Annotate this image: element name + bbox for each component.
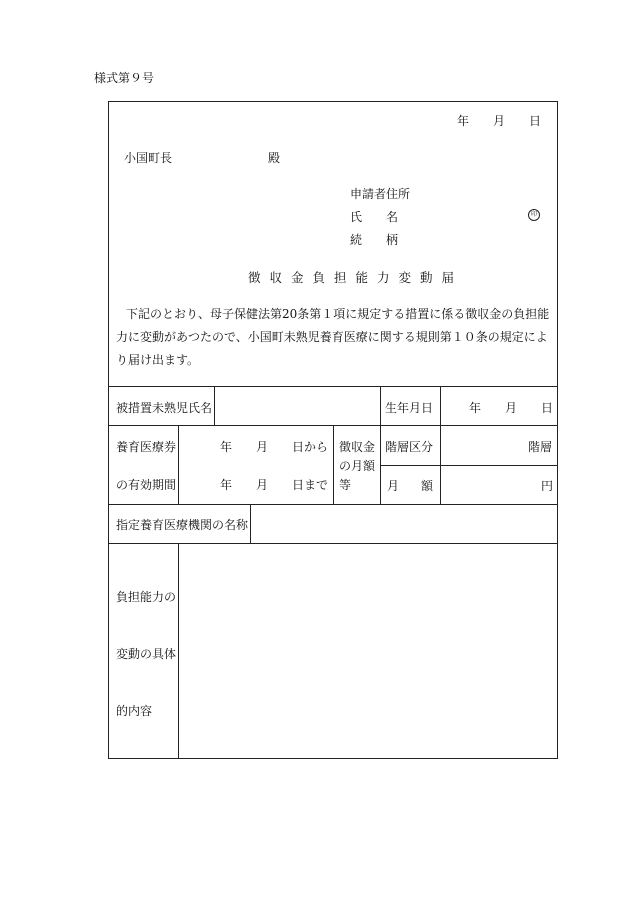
table-line bbox=[108, 386, 558, 387]
infant-name-label: 被措置未熟児氏名 bbox=[116, 401, 213, 415]
table-line bbox=[178, 543, 179, 759]
table-line bbox=[380, 465, 558, 466]
birthdate-day[interactable]: 日 bbox=[541, 401, 554, 415]
table-line bbox=[214, 386, 215, 425]
addressee-name: 小国町長 bbox=[124, 151, 173, 165]
monthly-fee-label-3: 等 bbox=[339, 478, 352, 492]
applicant-address-label: 申請者住所 bbox=[350, 187, 411, 201]
change-label-3: 的内容 bbox=[116, 704, 153, 718]
validity-from-year[interactable]: 年 bbox=[220, 440, 233, 454]
validity-label-1: 養育医療券 bbox=[116, 440, 177, 454]
birthdate-year[interactable]: 年 bbox=[469, 401, 482, 415]
table-line bbox=[333, 425, 334, 504]
change-label-2: 変動の具体 bbox=[116, 647, 177, 661]
validity-to-month[interactable]: 月 bbox=[256, 478, 269, 492]
infant-name-field[interactable] bbox=[216, 388, 378, 423]
validity-label-2: の有効期間 bbox=[116, 478, 177, 492]
bracket-label: 階層区分 bbox=[385, 440, 434, 454]
body-text: 下記のとおり、母子保健法第20条第１項に規定する措置に係る徴収金の負担能力に変動があつたので、小国町未熟児養育医療に関する規則第１０条の規定により届け出ます。 bbox=[116, 307, 550, 367]
institution-field[interactable] bbox=[252, 506, 556, 541]
table-line bbox=[250, 504, 251, 543]
date-day[interactable]: 日 bbox=[529, 114, 542, 128]
applicant-name-label-2: 名 bbox=[386, 210, 399, 224]
form-number: 様式第９号 bbox=[94, 71, 155, 85]
table-line bbox=[440, 386, 441, 504]
amount-label-2: 額 bbox=[421, 479, 434, 493]
monthly-fee-label-1: 徴収金 bbox=[339, 440, 376, 454]
table-line bbox=[108, 504, 558, 505]
validity-to-year[interactable]: 年 bbox=[220, 478, 233, 492]
validity-from-suffix: 日から bbox=[292, 440, 329, 454]
date-month[interactable]: 月 bbox=[493, 114, 506, 128]
birthdate-month[interactable]: 月 bbox=[505, 401, 518, 415]
validity-from-month[interactable]: 月 bbox=[256, 440, 269, 454]
validity-to-suffix: 日まで bbox=[292, 478, 329, 492]
change-details-field[interactable] bbox=[180, 545, 556, 757]
bracket-unit[interactable]: 階層 bbox=[528, 440, 553, 454]
amount-label-1: 月 bbox=[387, 479, 400, 493]
table-line bbox=[380, 386, 381, 504]
applicant-relation-label-1: 続 bbox=[350, 233, 363, 247]
table-line bbox=[108, 543, 558, 544]
birthdate-label: 生年月日 bbox=[385, 401, 434, 415]
addressee-honorific: 殿 bbox=[268, 151, 281, 165]
date-year[interactable]: 年 bbox=[457, 114, 470, 128]
amount-unit[interactable]: 円 bbox=[541, 479, 554, 493]
institution-label: 指定養育医療機関の名称 bbox=[116, 518, 249, 532]
applicant-relation-label-2: 柄 bbox=[386, 233, 399, 247]
applicant-name-label-1: 氏 bbox=[350, 210, 363, 224]
monthly-fee-label-2: の月額 bbox=[339, 459, 376, 473]
table-line bbox=[178, 425, 179, 504]
change-label-1: 負担能力の bbox=[116, 590, 177, 604]
form-title: 徴収金負担能力変動届 bbox=[248, 270, 464, 285]
seal-mark: 印 bbox=[528, 209, 540, 221]
